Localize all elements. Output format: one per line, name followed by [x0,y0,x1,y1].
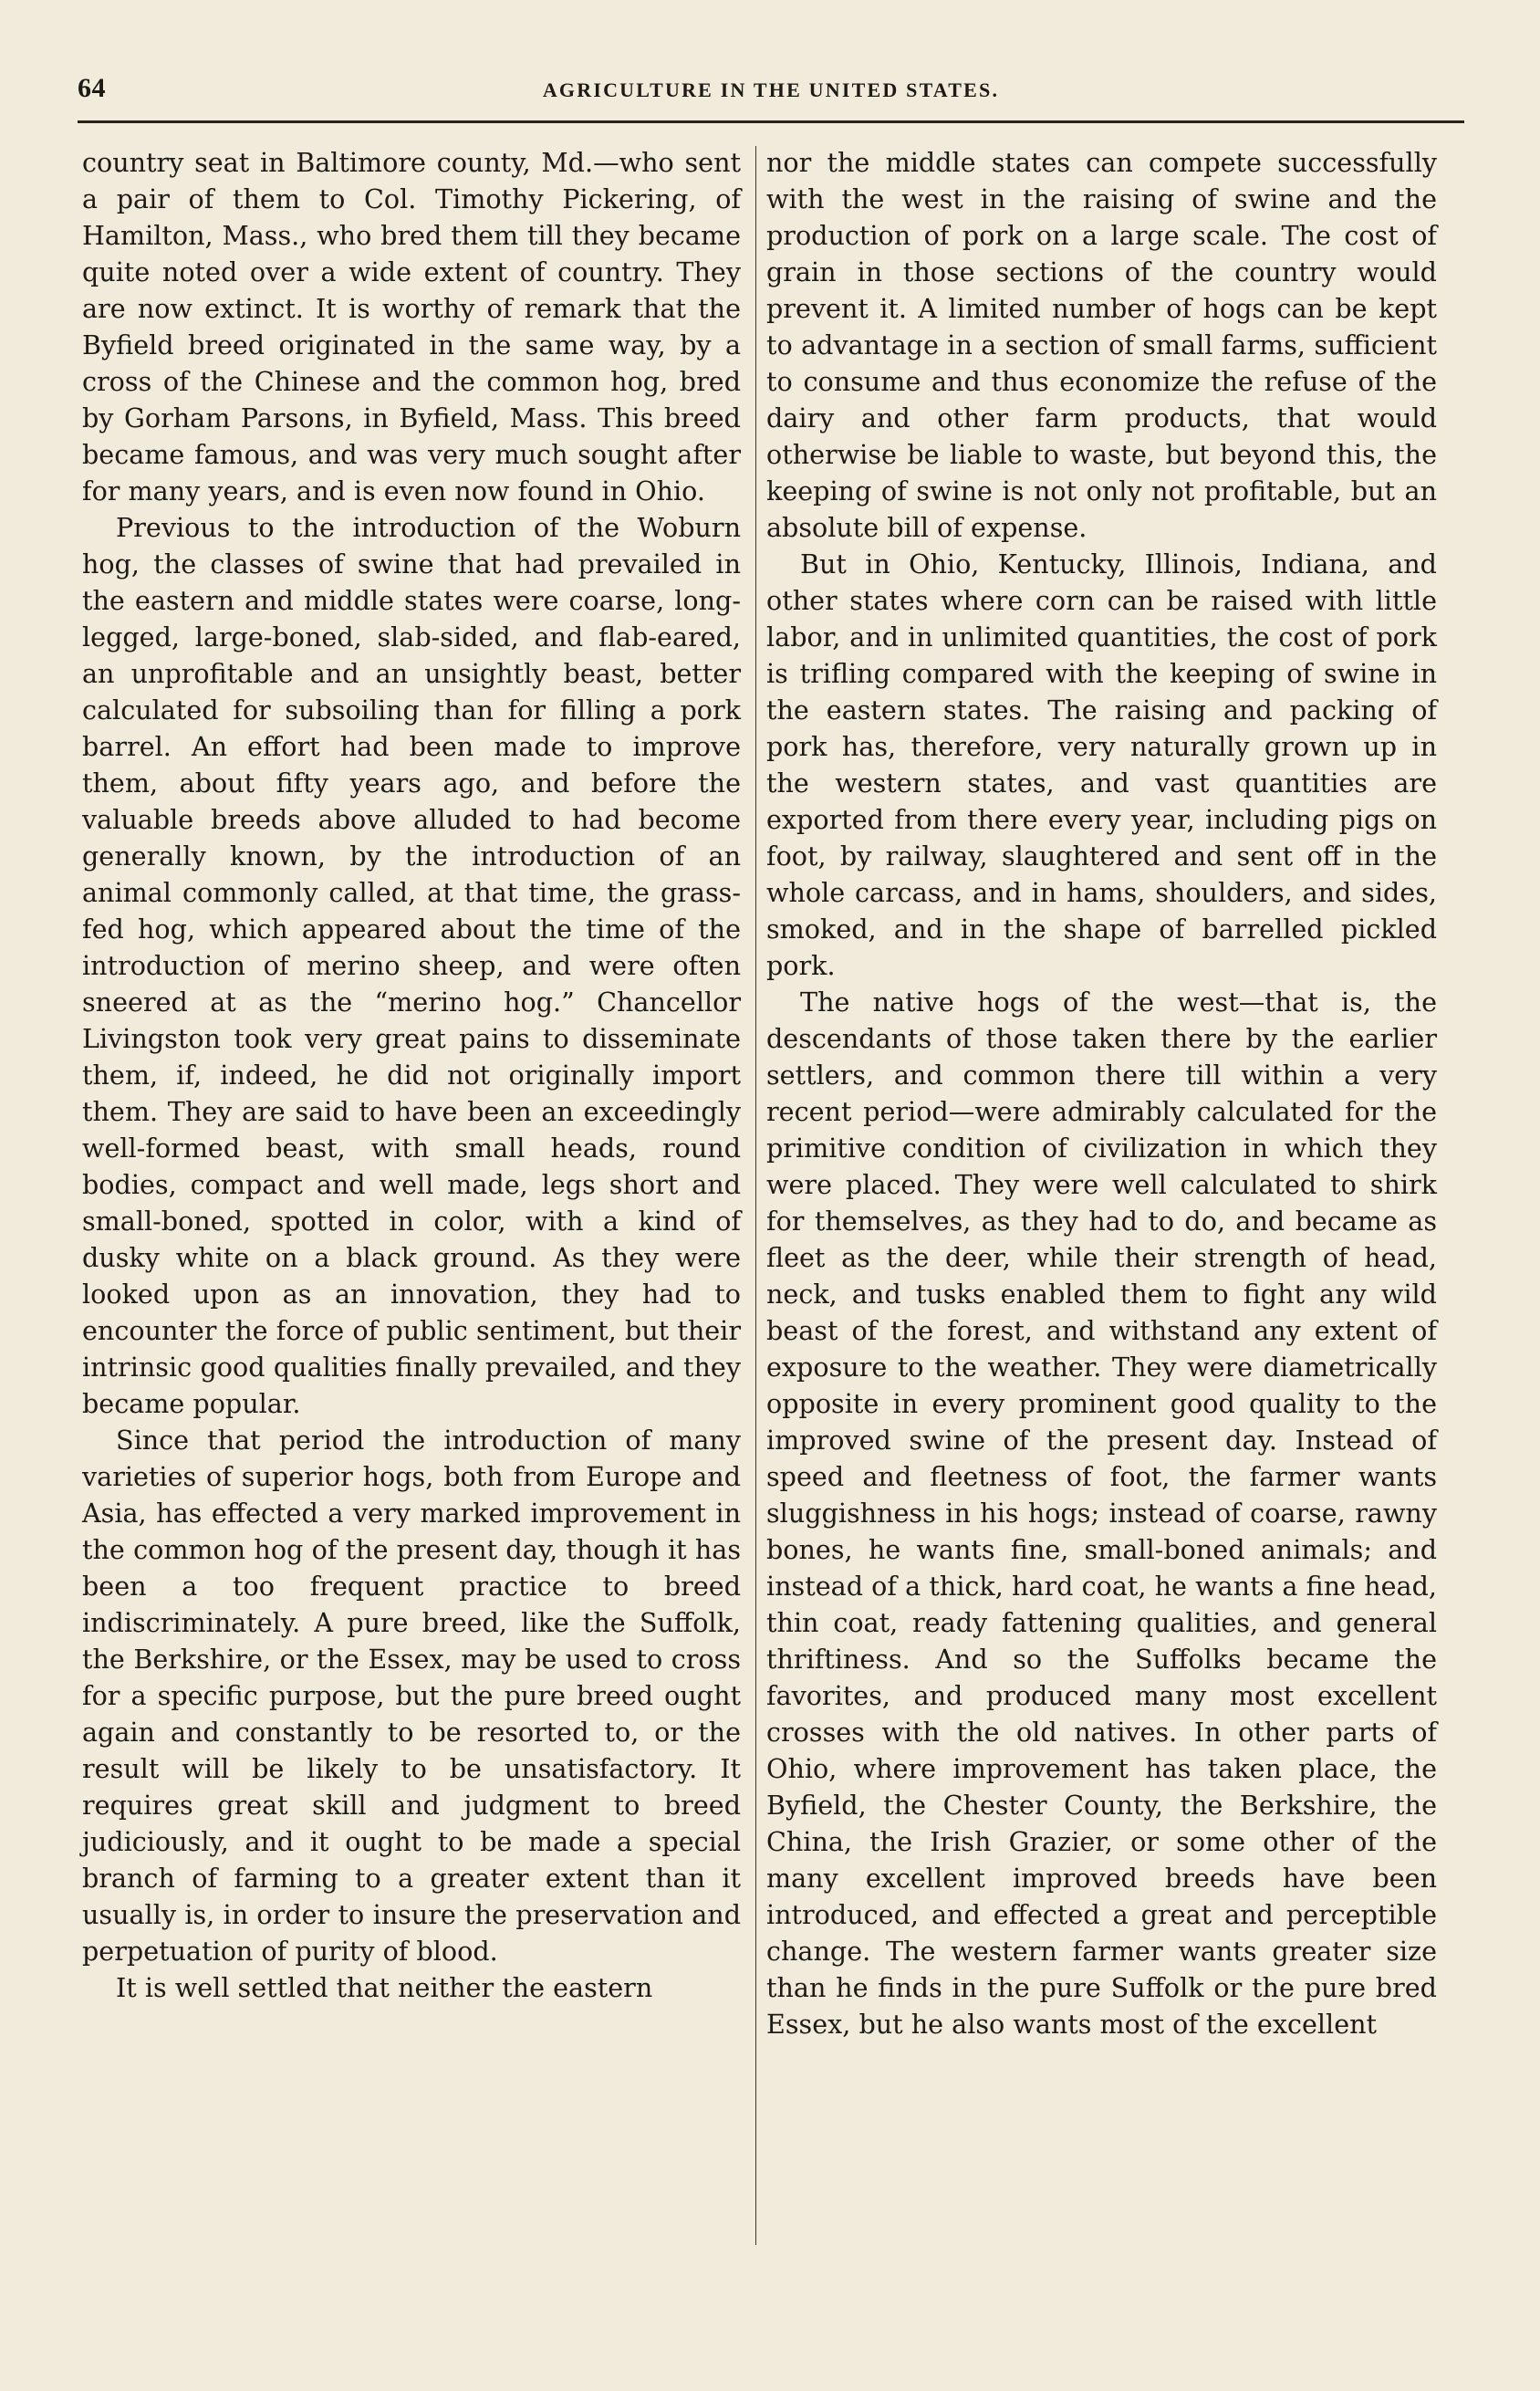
paragraph: The native hogs of the west—that is, the descendants of those taken there by the earlier settlers, and common there till within a very recent period—were admirably calculated for the primitive condition of civilization in which they were placed. They were well calculated to shirk for themselves, as they had to do, and became as fleet as the deer, while their strength of head, neck, and tusks enabled them to fight any wild beast of the forest, and withstand any extent of exposure to the weather. They were diametrically opposite in every prominent good quality to the improved swine of the present day. Instead of speed and fleetness of foot, the farmer wants sluggishness in his hogs; instead of coarse, rawny bones, he wants fine, small-boned animals; and instead of a thick, hard coat, he wants a fine head, thin coat, ready fattening qualities, and general thriftiness. And so the Suffolks became the favorites, and produced many most excellent crosses with the old natives. In other parts of Ohio, where improvement has taken place, the Byfield, the Chester County, the Berkshire, the China, the Irish Grazier, or some other of the many excellent improved breeds have been introduced, and effected a great and perceptible change. The western farmer wants greater size than he finds in the pure Suffolk or the pure bred Essex, but he also wants most of the excellent [766,987,1437,2040]
paragraph: nor the middle states can compete successfully with the west in the raising of swine and the production of pork on a large scale. The cost of grain in those sections of the country would prevent it. A limited number of hogs can be kept to advantage in a section of small farms, sufficient to consume and thus economize the refuse of the dairy and other farm products, that would otherwise be liable to waste, but beyond this, the keeping of swine is not only not profitable, but an absolute bill of expense. [766,147,1437,543]
paragraph: Previous to the introduction of the Woburn hog, the classes of swine that had prevailed in the eastern and middle states were coarse, long-legged, large-boned, slab-sided, and flab-eared, an unprofitable and an unsightly beast, better calculated for subsoiling than for filling a pork barrel. An effort had been made to improve them, about fifty years ago, and before the valuable breeds above alluded to had become generally known, by the introduction of an animal commonly called, at that time, the grass-fed hog, which appeared about the time of the introduction of merino sheep, and were often sneered at as the “merino hog.” Chancellor Livingston took very great pains to disseminate them, if, indeed, he did not originally import them. They are said to have been an exceedingly well-formed beast, with small heads, round bodies, compact and well made, legs short and small-boned, spotted in color, with a kind of dusky white on a black ground. As they were looked upon as an innovation, they had to encounter the force of public sentiment, but their intrinsic good qualities finally prevailed, and they became popular. [82,512,741,1419]
running-title: AGRICULTURE IN THE UNITED STATES. [542,78,1000,101]
page-number: 64 [78,73,106,103]
page-header [78,73,1464,113]
column-divider [755,146,756,2245]
paragraph: Since that period the introduction of many varieties of superior hogs, both from Europe and Asia, has effected a very marked improvement in the common hog of the present day, though it has been a too frequent practice to breed indiscriminately. A pure breed, like the Suffolk, the Berkshire, or the Essex, may be used to cross for a specific purpose, but the pure breed ought again and constantly to be resorted to, or the result will be likely to be unsatisfactory. It requires great skill and judgment to breed judiciously, and it ought to be made a special branch of farming to a greater extent than it usually is, in order to insure the preservation and perpetuation of purity of blood. [82,1425,741,1967]
paragraph: It is well settled that neither the eastern [116,1972,653,2003]
header-rule [78,120,1464,123]
right-column [766,144,1437,2042]
paragraph: But in Ohio, Kentucky, Illinois, Indiana, and other states where corn can be raised with little labor, and in unlimited quantities, the cost of pork is trifling compared with the keeping of swine in the eastern states. The raising and packing of pork has, therefore, very naturally grown up in the western states, and vast quantities are exported from there every year, including pigs on foot, by railway, slaughtered and sent off in the whole carcass, and in hams, shoulders, and sides, smoked, and in the shape of barrelled pickled pork. [766,548,1437,981]
left-column [82,144,741,2006]
paragraph: country seat in Baltimore county, Md.—who sent a pair of them to Col. Timothy Pickering, of Hamilton, Mass., who bred them till they became quite noted over a wide extent of country. They are now extinct. It is worthy of remark that the Byfield breed originated in the same way, by a cross of the Chinese and the common hog, bred by Gorham Parsons, in Byfield, Mass. This breed became famous, and was very much sought after for many years, and is even now found in Ohio. [82,147,741,506]
